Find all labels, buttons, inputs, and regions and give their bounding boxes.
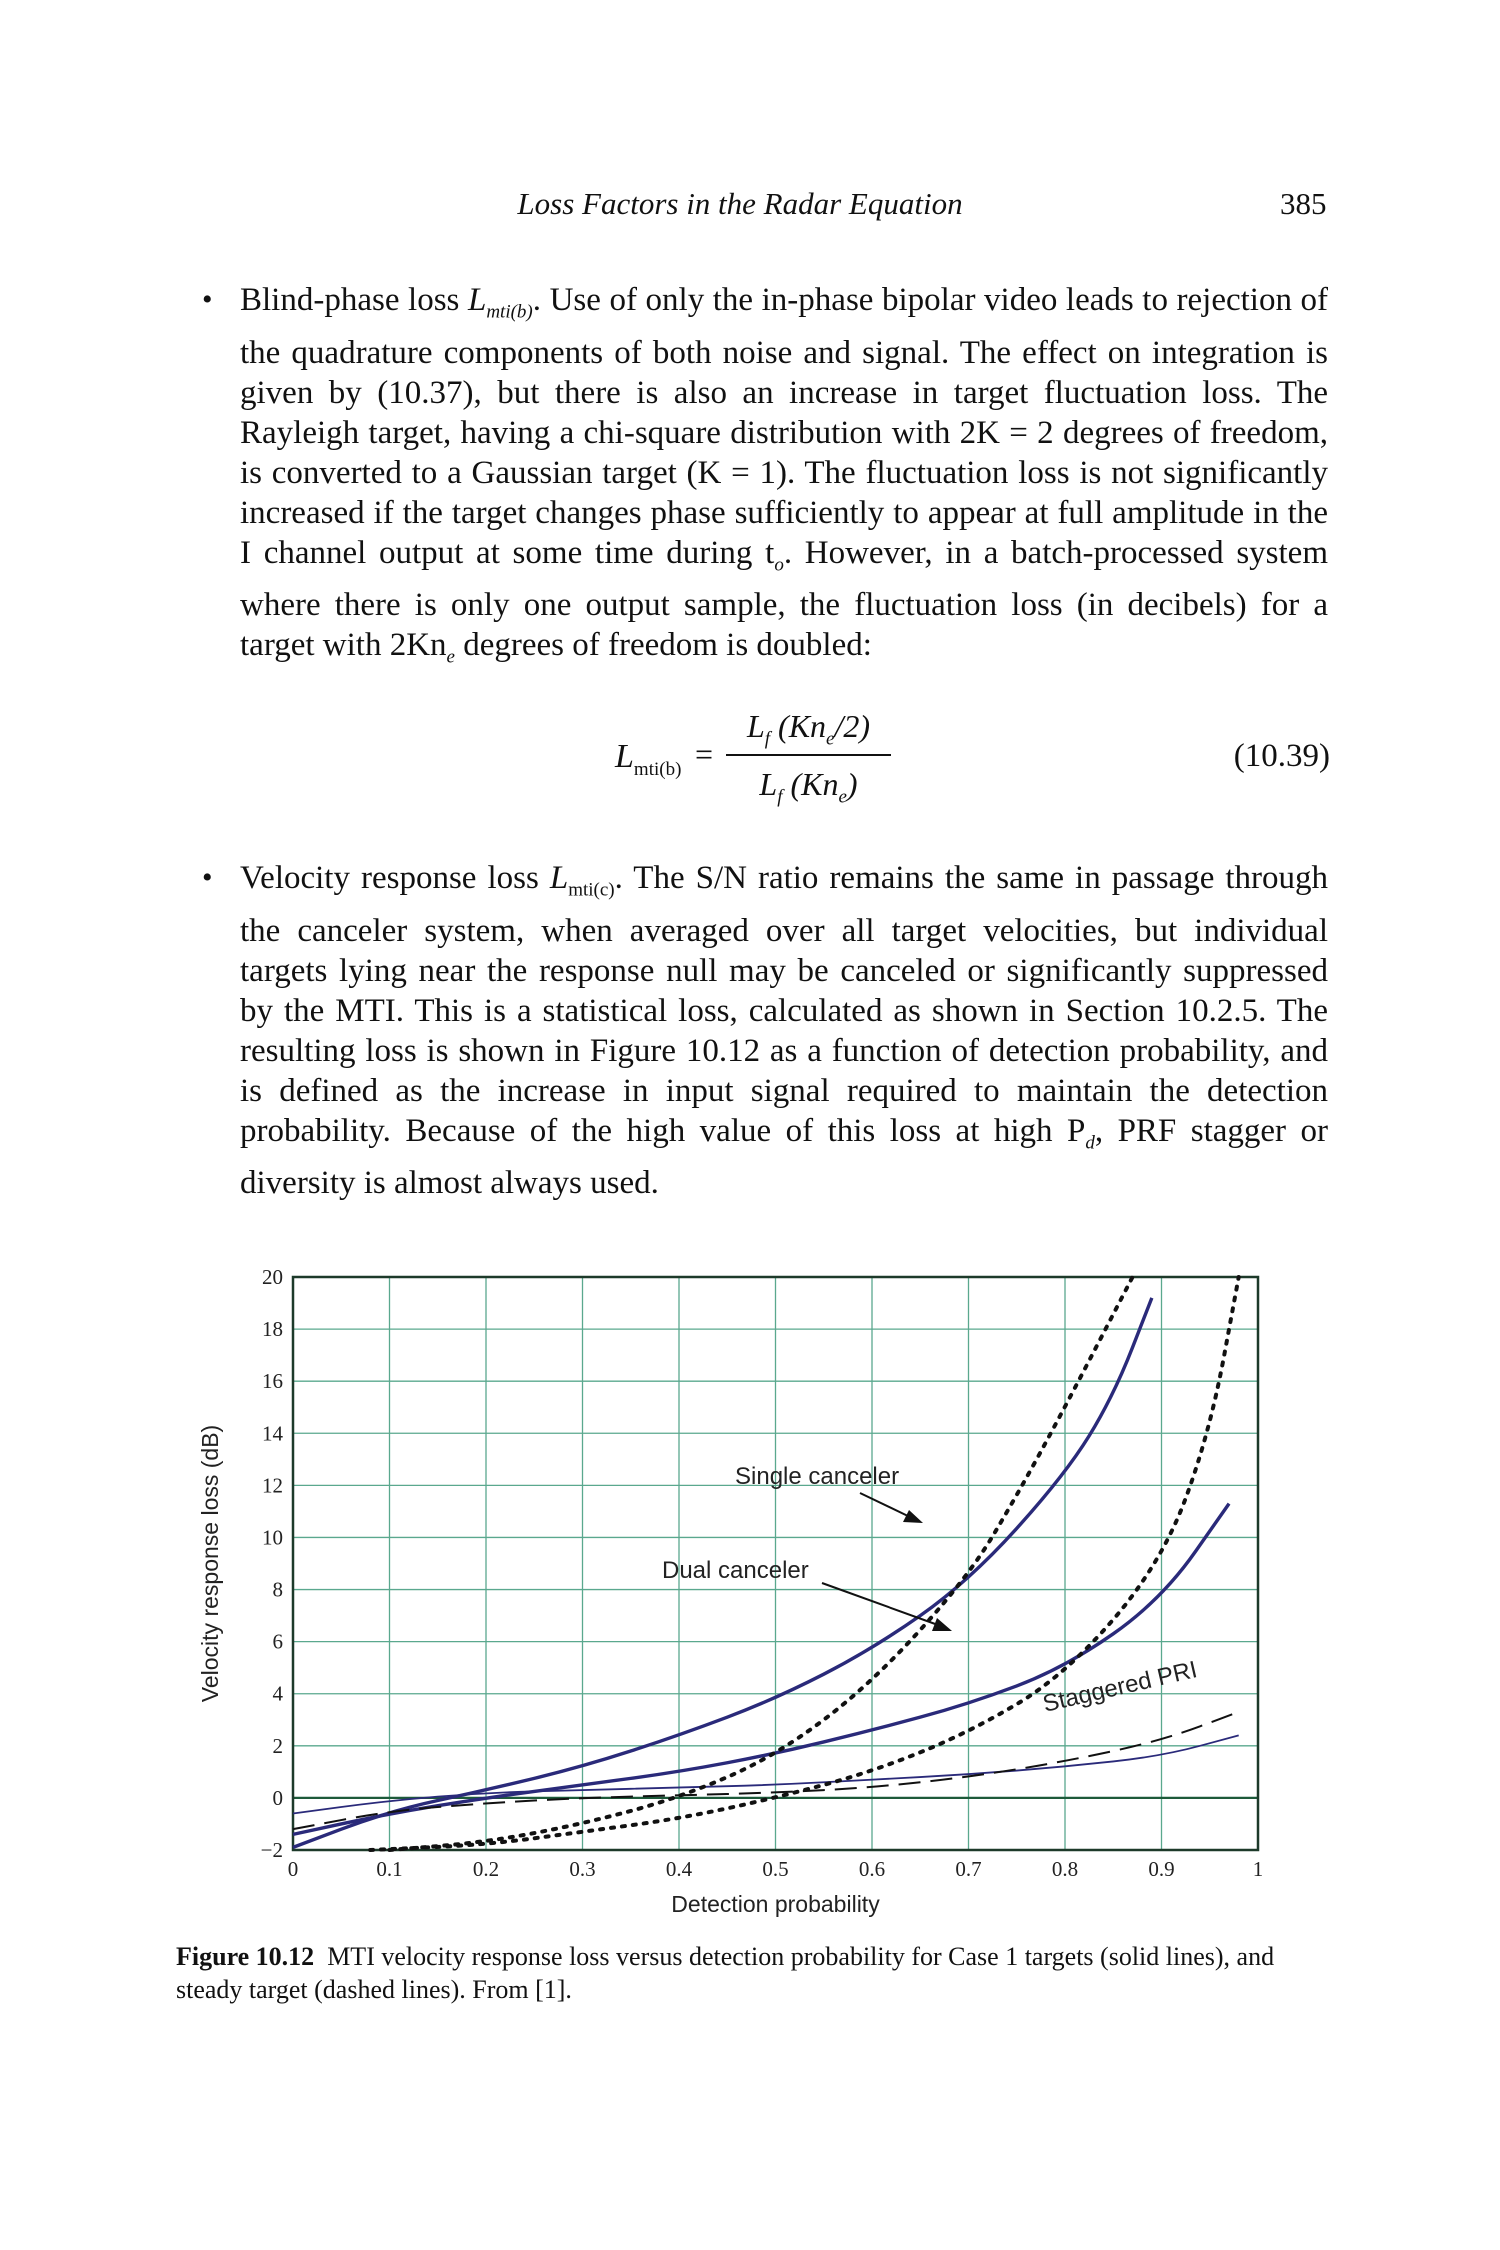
figure-10-12-chart bbox=[190, 1265, 1290, 1925]
equation-numerator: $L_f$ $(Kn_e/2)$ bbox=[746, 708, 871, 750]
x-tick-label: 0.4 bbox=[665, 1857, 693, 1881]
bullet-icon: • bbox=[202, 861, 213, 894]
bullet-text-cont: . However, in a batch-processed system where there is only one output sample, the fluctuation loss (in decibels) for a target with 2Kn bbox=[240, 534, 1328, 664]
chart-svg bbox=[190, 1265, 1290, 1925]
bullet-text: . Use of only the in-phase bipolar video leads to rejection of the quadrature components of both noise and signal. The effect on integration is given by (10.37), but there is also an increase in target fluctuation loss. The Rayleigh target, having a chi-square distribution with 2K = 2 degrees of freedom, is converted to a Gaussian target (K = 1). The fluctuation loss is not significantly increased if the target changes phase sufficiently to appear at full amplitude in the I channel output at some time during t bbox=[240, 282, 1329, 571]
caption-text: MTI velocity response loss versus detection probability for Case 1 targets (solid lines), and steady target (dashed lines). From [1]. bbox=[176, 1942, 1275, 2004]
caption-label: Figure 10.12 bbox=[176, 1942, 315, 1971]
annotation-arrow-head bbox=[903, 1510, 923, 1523]
x-axis-label: Detection probability bbox=[671, 1891, 880, 1917]
x-tick-label: 0.7 bbox=[955, 1857, 982, 1881]
y-axis-label: Velocity response loss (dB) bbox=[197, 1424, 223, 1703]
equation-lhs: $L_{mti(b)}$ bbox=[615, 738, 682, 780]
x-tick-label: 0.3 bbox=[569, 1857, 596, 1881]
y-tick-label: −2 bbox=[260, 1838, 283, 1862]
bullet-lead: Blind-phase loss bbox=[240, 282, 468, 318]
x-tick-label: 0.1 bbox=[376, 1857, 403, 1881]
y-tick-label: 2 bbox=[272, 1733, 283, 1758]
bullet-velocity-response-loss bbox=[202, 858, 1329, 1203]
x-tick-label: 0.5 bbox=[762, 1857, 789, 1881]
y-tick-label: 10 bbox=[262, 1525, 283, 1550]
bullet-text: . The S/N ratio remains the same in passage through the canceler system, when averaged over all target velocities, but individual targets lying near the response null may be canceled or significantly suppressed by the MTI. This is a statistical loss, calculated as shown in Section 10.2.5. The resulting loss is shown in Figure 10.12 as a function of detection probability, and is defined as the increase in input signal required to maintain the detection probability. Because of the high value of this loss at high P bbox=[240, 860, 1329, 1149]
text-subscript: d bbox=[1085, 1132, 1095, 1154]
y-tick-label: 8 bbox=[272, 1577, 283, 1602]
loss-symbol-subscript: mti(b) bbox=[486, 301, 533, 323]
bullet-blind-phase-loss bbox=[202, 280, 1329, 678]
bullet-lead: Velocity response loss bbox=[240, 860, 550, 896]
annotation-dual-canceler: Dual canceler bbox=[662, 1557, 809, 1584]
y-tick-label: 4 bbox=[272, 1681, 283, 1706]
equation-denominator: $L_f$ $(Kn_e)$ bbox=[759, 766, 858, 808]
y-tick-label: 12 bbox=[262, 1473, 283, 1498]
bullet-text-end: degrees of freedom is doubled: bbox=[454, 627, 872, 664]
loss-symbol: L bbox=[467, 282, 487, 318]
loss-symbol-subscript: mti(c) bbox=[568, 879, 615, 901]
equation-number: (10.39) bbox=[1233, 738, 1330, 774]
bullet-text-end: , PRF stagger or diversity is almost always used. bbox=[240, 1112, 1329, 1202]
bullet-icon: • bbox=[202, 283, 213, 316]
text-subscript-2: e bbox=[446, 646, 455, 668]
running-header-title: Loss Factors in the Radar Equation bbox=[517, 186, 963, 221]
series-line-5 bbox=[293, 1712, 1239, 1829]
figure-caption bbox=[176, 1940, 1336, 2006]
x-tick-label: 0.2 bbox=[472, 1857, 500, 1881]
equation-10-39 bbox=[600, 700, 1330, 820]
y-tick-label: 18 bbox=[262, 1317, 283, 1342]
page-number: 385 bbox=[1280, 186, 1327, 221]
x-tick-label: 0.9 bbox=[1148, 1857, 1175, 1881]
equation-fraction bbox=[726, 700, 891, 810]
y-tick-label: 14 bbox=[262, 1421, 283, 1446]
x-tick-label: 0.8 bbox=[1051, 1857, 1079, 1881]
y-tick-label: 6 bbox=[272, 1629, 283, 1654]
equation-lhs-sub: mti(b) bbox=[633, 758, 682, 780]
loss-symbol: L bbox=[549, 860, 569, 896]
annotation-single-canceler: Single canceler bbox=[735, 1463, 900, 1490]
annotation-arrow-line bbox=[860, 1493, 910, 1517]
fraction-bar bbox=[726, 754, 891, 756]
equation-equals: = bbox=[695, 736, 714, 772]
x-tick-label: 0.6 bbox=[858, 1857, 886, 1881]
y-tick-label: 16 bbox=[262, 1369, 283, 1394]
text-subscript: o bbox=[774, 554, 784, 576]
annotation-staggered-pri: Staggered PRI bbox=[1040, 1656, 1200, 1718]
x-tick-label: 1 bbox=[1252, 1857, 1264, 1881]
x-tick-label: 0 bbox=[287, 1857, 299, 1881]
annotation-arrow-head bbox=[932, 1618, 952, 1631]
y-tick-label: 20 bbox=[262, 1265, 283, 1289]
y-tick-label: 0 bbox=[272, 1785, 283, 1810]
